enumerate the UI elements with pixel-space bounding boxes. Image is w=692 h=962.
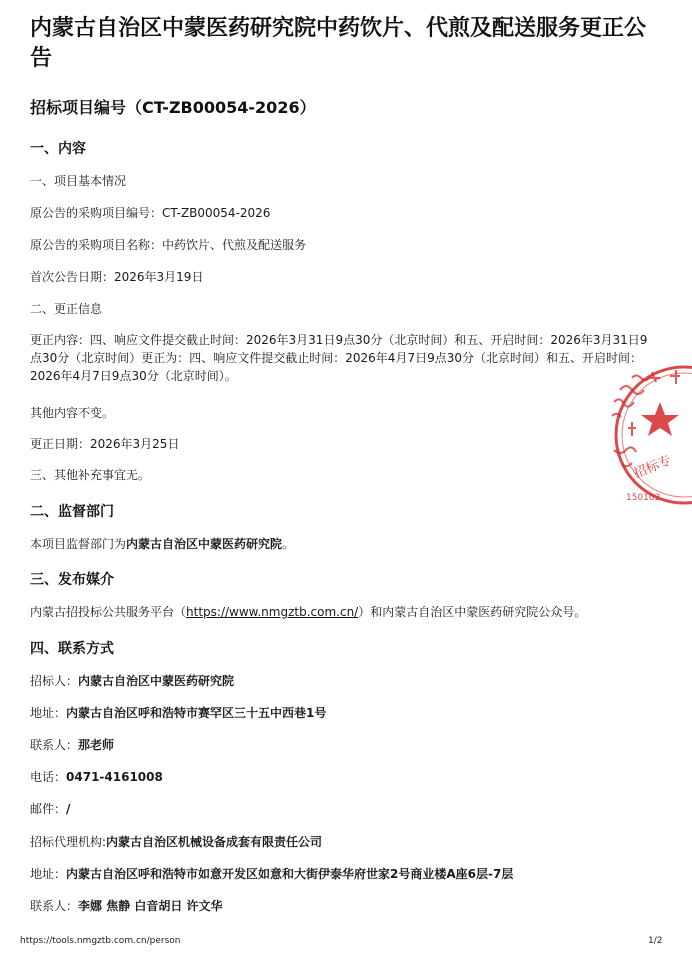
agency-contact-label: 联系人：: [30, 899, 79, 913]
original-project-name: 原公告的采购项目名称：中药饮片、代煎及配送服务: [30, 238, 307, 252]
seal-star-icon: [641, 402, 679, 436]
tenderer-address-line: [30, 704, 326, 722]
tenderer-line: [30, 672, 234, 690]
platform-link[interactable]: https://www.nmgztb.com.cn/: [186, 605, 359, 619]
agency-value: 内蒙古自治区机械设备成套有限责任公司: [106, 835, 323, 849]
tenderer-address-value: 内蒙古自治区呼和浩特市赛罕区三十五中西巷1号: [66, 706, 327, 720]
agency-address-label: 地址：: [30, 867, 67, 881]
footer-url: https://tools.nmgztb.com.cn/person: [20, 936, 181, 946]
address-label: 地址：: [30, 706, 67, 720]
supervision-prefix: 本项目监督部门为: [30, 537, 127, 551]
section-supervision-heading: 二、监督部门: [30, 504, 114, 520]
bid-number-heading: 招标项目编号（CT-ZB00054-2026）: [30, 98, 316, 117]
supervision-dept: 内蒙古自治区中蒙医药研究院: [126, 537, 283, 551]
email-line: [30, 800, 70, 818]
first-announcement-date: 首次公告日期：2026年3月19日: [30, 270, 204, 284]
change-content-paragraph: 更正内容：四、响应文件提交截止时间：2026年3月31日9点30分（北京时间）和五、开启时间：2026年3月31日9点30分（北京时间）更正为：四、响应文件提交截止时间：2026年4月7日9点30分（北京时间）和五、开启时间：2026年4月7日9点30分（北京时间）。: [30, 333, 648, 383]
tenderer-value: 内蒙古自治区中蒙医药研究院: [78, 674, 235, 688]
agency-contact-value: 李娜 焦静 白音胡日 许文华: [78, 899, 223, 913]
media-prefix: 内蒙古招投标公共服务平台（: [30, 605, 187, 619]
phone-label: 电话：: [30, 770, 67, 784]
seal-text-b: 150102: [626, 493, 661, 503]
tenderer-label: 招标人：: [30, 674, 79, 688]
tenderer-contact-value: 那老师: [78, 738, 115, 752]
contact-label: 联系人：: [30, 738, 79, 752]
seal-text-a: 招标专: [631, 453, 674, 482]
other-unchanged-note: 其他内容不变。: [30, 406, 115, 420]
agency-label: 招标代理机构:: [30, 835, 107, 849]
phone-value: 0471-4161008: [66, 770, 163, 784]
page-number: 1/2: [648, 936, 663, 946]
supervision-line: [30, 535, 294, 553]
phone-line: [30, 768, 163, 786]
media-suffix: ）和内蒙古自治区中蒙医药研究院公众号。: [358, 605, 587, 619]
supplement-note: 三、其他补充事宜无。: [30, 468, 151, 482]
basic-info-subheading: 一、项目基本情况: [30, 174, 127, 188]
section-content-heading: 一、内容: [30, 141, 86, 157]
page-title: 内蒙古自治区中蒙医药研究院中药饮片、代煎及配送服务更正公告: [30, 16, 647, 71]
change-info-subheading: 二、更正信息: [30, 302, 103, 316]
agency-address-line: [30, 865, 513, 883]
email-label: 邮件：: [30, 802, 67, 816]
agency-address-value: 内蒙古自治区呼和浩特市如意开发区如意和大街伊泰华府世家2号商业楼A座6层-7层: [66, 867, 514, 881]
section-contact-heading: 四、联系方式: [30, 641, 114, 657]
agency-contact-line: [30, 897, 223, 915]
supervision-suffix: 。: [282, 537, 295, 551]
email-value: /: [66, 802, 71, 816]
change-date: 更正日期：2026年3月25日: [30, 437, 180, 451]
media-line: [30, 603, 586, 621]
tenderer-contact-line: [30, 736, 114, 754]
section-media-heading: 三、发布媒介: [30, 572, 114, 588]
original-project-number: 原公告的采购项目编号：CT-ZB00054-2026: [30, 206, 271, 220]
agency-line: [30, 833, 322, 851]
official-seal: [592, 360, 692, 510]
